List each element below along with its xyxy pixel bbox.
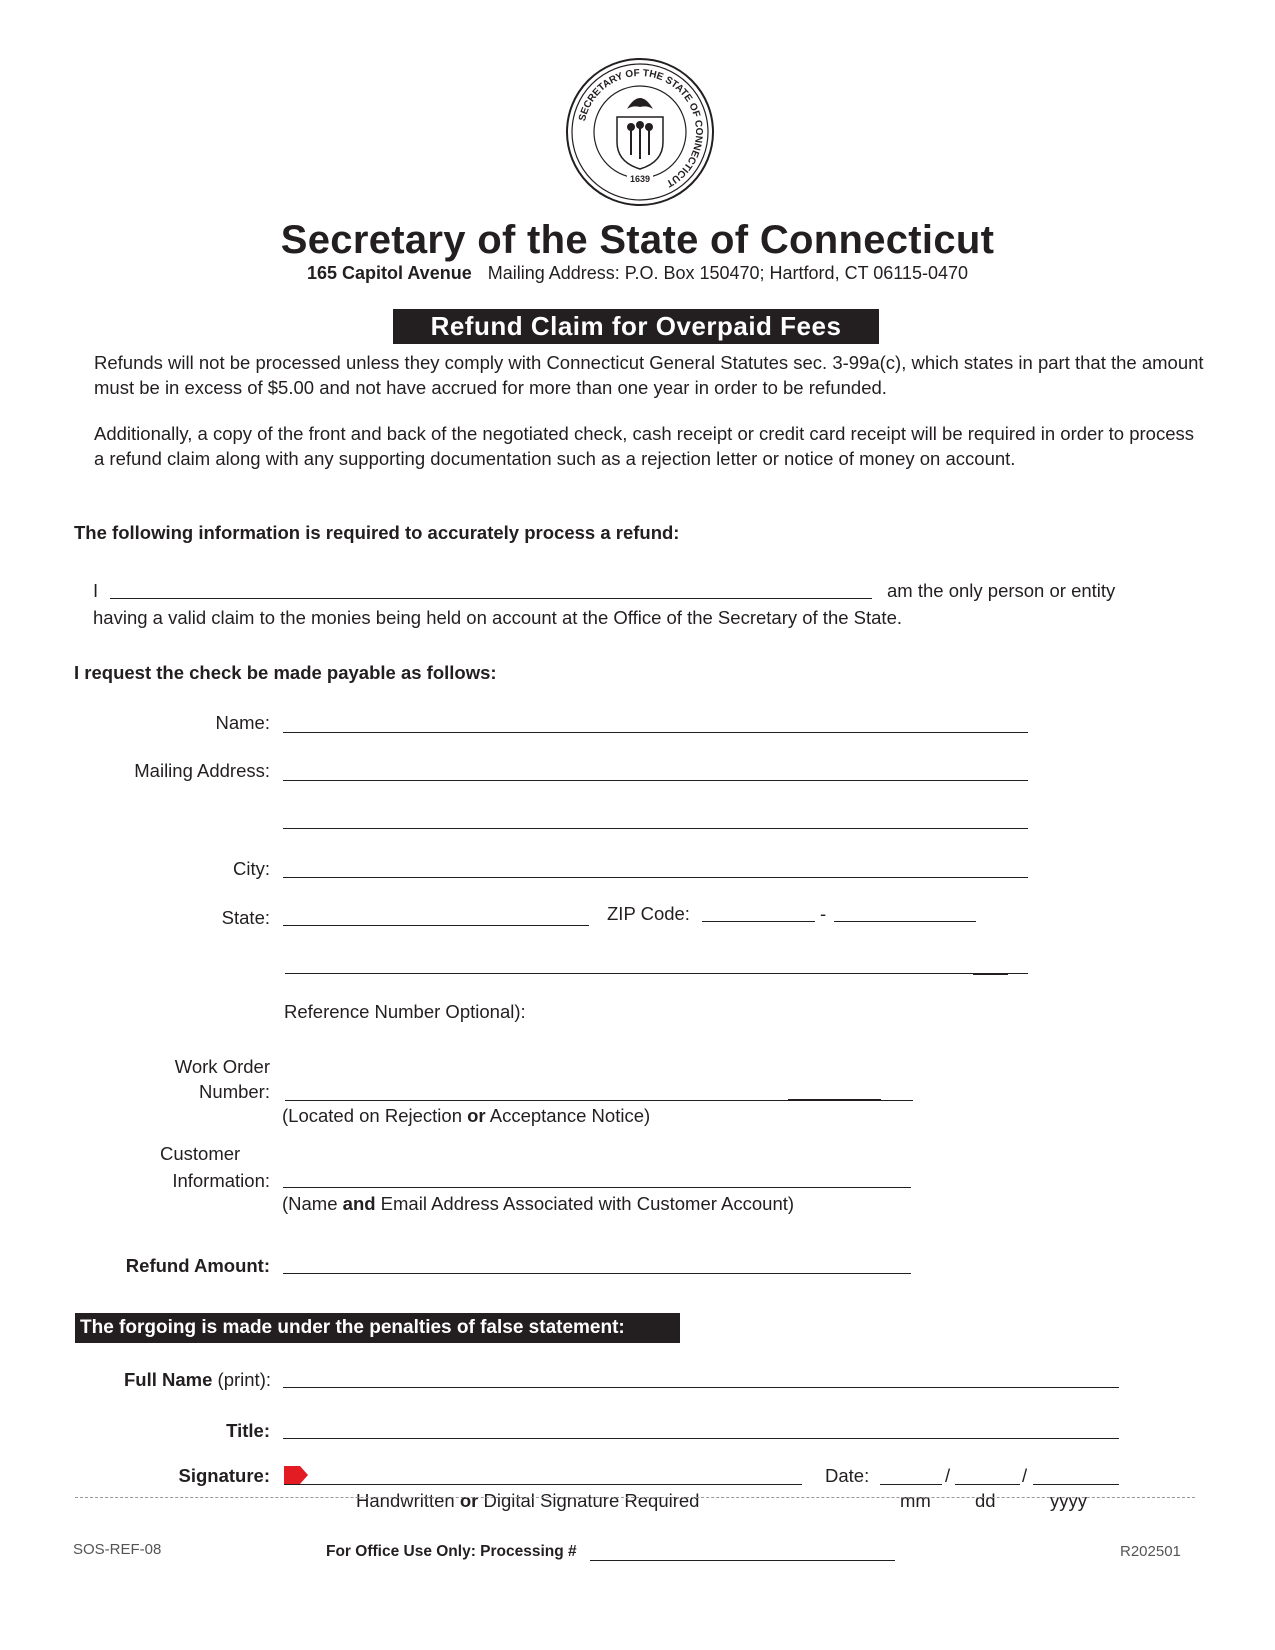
required-info-heading: The following information is required to accurately process a refund: — [74, 522, 680, 543]
customer-note-pre: (Name — [282, 1193, 343, 1214]
signature-note-post: Digital Signature Required — [478, 1490, 700, 1511]
state-field[interactable] — [283, 925, 589, 926]
work-order-note-pre: (Located on Rejection — [282, 1105, 468, 1126]
form-id: SOS-REF-08 — [73, 1541, 162, 1558]
zip-field[interactable] — [702, 921, 815, 922]
refund-amount-field[interactable] — [283, 1273, 911, 1274]
name-label: Name: — [215, 712, 270, 733]
form-title-banner: Refund Claim for Overpaid Fees — [393, 309, 879, 344]
claimant-name-field[interactable] — [110, 598, 872, 599]
date-month-field[interactable] — [880, 1484, 942, 1485]
customer-label-2: Information: — [172, 1170, 270, 1191]
full-name-label-bold: Full Name — [123, 1369, 213, 1390]
refund-amount-label: Refund Amount: — [125, 1255, 270, 1276]
office-use-label: For Office Use Only: Processing # — [326, 1543, 577, 1560]
date-label: Date: — [825, 1465, 870, 1486]
date-yyyy-hint: yyyy — [1050, 1490, 1087, 1511]
state-seal — [565, 57, 715, 207]
customer-note-post: Email Address Associated with Customer Account) — [375, 1193, 795, 1214]
claim-line-2: having a valid claim to the monies being held on account at the Office of the Secretary of the State. — [93, 607, 903, 628]
zip-label: ZIP Code: — [607, 903, 690, 924]
reference-label: Reference Number Optional): — [284, 1001, 526, 1022]
full-name-label-suffix: (print): — [212, 1369, 271, 1390]
signature-note-pre: Handwritten — [356, 1490, 460, 1511]
sign-here-arrow-icon — [284, 1466, 308, 1484]
title-field[interactable] — [283, 1438, 1119, 1439]
city-field[interactable] — [283, 877, 1028, 878]
name-field[interactable] — [283, 732, 1028, 733]
work-order-field[interactable] — [285, 1100, 913, 1101]
signature-note — [356, 1490, 699, 1512]
date-day-field[interactable] — [955, 1484, 1020, 1485]
work-order-note-post: Acceptance Notice) — [485, 1105, 651, 1126]
customer-info-field[interactable] — [283, 1187, 911, 1188]
date-separator-2: / — [1022, 1465, 1028, 1486]
work-order-label-2: Number: — [199, 1081, 270, 1102]
mailing-address-field-2[interactable] — [283, 828, 1028, 829]
work-order-label-1: Work Order — [174, 1056, 270, 1077]
signature-label: Signature: — [178, 1465, 270, 1486]
work-order-underline-tail — [788, 1099, 881, 1100]
title-label: Title: — [226, 1420, 270, 1441]
state-label: State: — [221, 907, 270, 928]
date-year-field[interactable] — [1033, 1484, 1119, 1485]
revision-code: R202501 — [1120, 1543, 1181, 1560]
date-mm-hint: mm — [900, 1490, 931, 1511]
claim-i-label: I — [93, 580, 99, 601]
signature-field[interactable] — [284, 1484, 802, 1485]
full-name-field[interactable] — [283, 1387, 1119, 1388]
customer-label-1: Customer — [160, 1143, 241, 1164]
claim-suffix: am the only person or entity — [887, 580, 1116, 601]
work-order-note-or: or — [467, 1105, 486, 1126]
mailing-address-field-1[interactable] — [283, 780, 1028, 781]
intro-paragraph-2: Additionally, a copy of the front and back of the negotiated check, cash receipt or credit card receipt will be required in order to process a refund claim along with any supporting documentation such as a rejection letter or notice of money on account. — [94, 423, 1194, 469]
false-statement-banner: The forgoing is made under the penalties of false statement: — [75, 1313, 680, 1343]
customer-note — [282, 1193, 794, 1215]
mailing-address-label: Mailing Address: — [134, 760, 270, 781]
payable-heading: I request the check be made payable as follows: — [74, 662, 497, 683]
reference-underline-tail — [973, 974, 1008, 975]
zip-extension-field[interactable] — [834, 921, 976, 922]
zip-dash: - — [820, 903, 827, 924]
svg-text:1639: 1639 — [629, 174, 651, 184]
mailing-address: Mailing Address: P.O. Box 150470; Hartford, CT 06115-0470 — [487, 263, 968, 283]
reference-number-field[interactable] — [285, 973, 1028, 974]
page-title: Secretary of the State of Connecticut — [280, 218, 995, 262]
footer-divider — [75, 1497, 1195, 1498]
date-separator-1: / — [945, 1465, 951, 1486]
processing-number-field[interactable] — [590, 1560, 895, 1561]
work-order-note — [282, 1105, 650, 1127]
date-dd-hint: dd — [975, 1490, 996, 1511]
city-label: City: — [233, 858, 270, 879]
intro-paragraph-1: Refunds will not be processed unless they comply with Connecticut General Statutes sec. 3-99a(c), which states in part that the amount must be in excess of $5.00 and not have accrued for more than one year in order to be refunded. — [94, 352, 1204, 398]
street-address: 165 Capitol Avenue — [306, 263, 472, 283]
signature-note-or: or — [459, 1490, 479, 1511]
full-name-label — [90, 1369, 271, 1391]
customer-note-and: and — [342, 1193, 376, 1214]
svg-text:SECRETARY OF THE STATE OF CONN: SECRETARY OF THE STATE OF CONNECTICUT — [577, 67, 705, 189]
address-line — [0, 263, 1275, 284]
